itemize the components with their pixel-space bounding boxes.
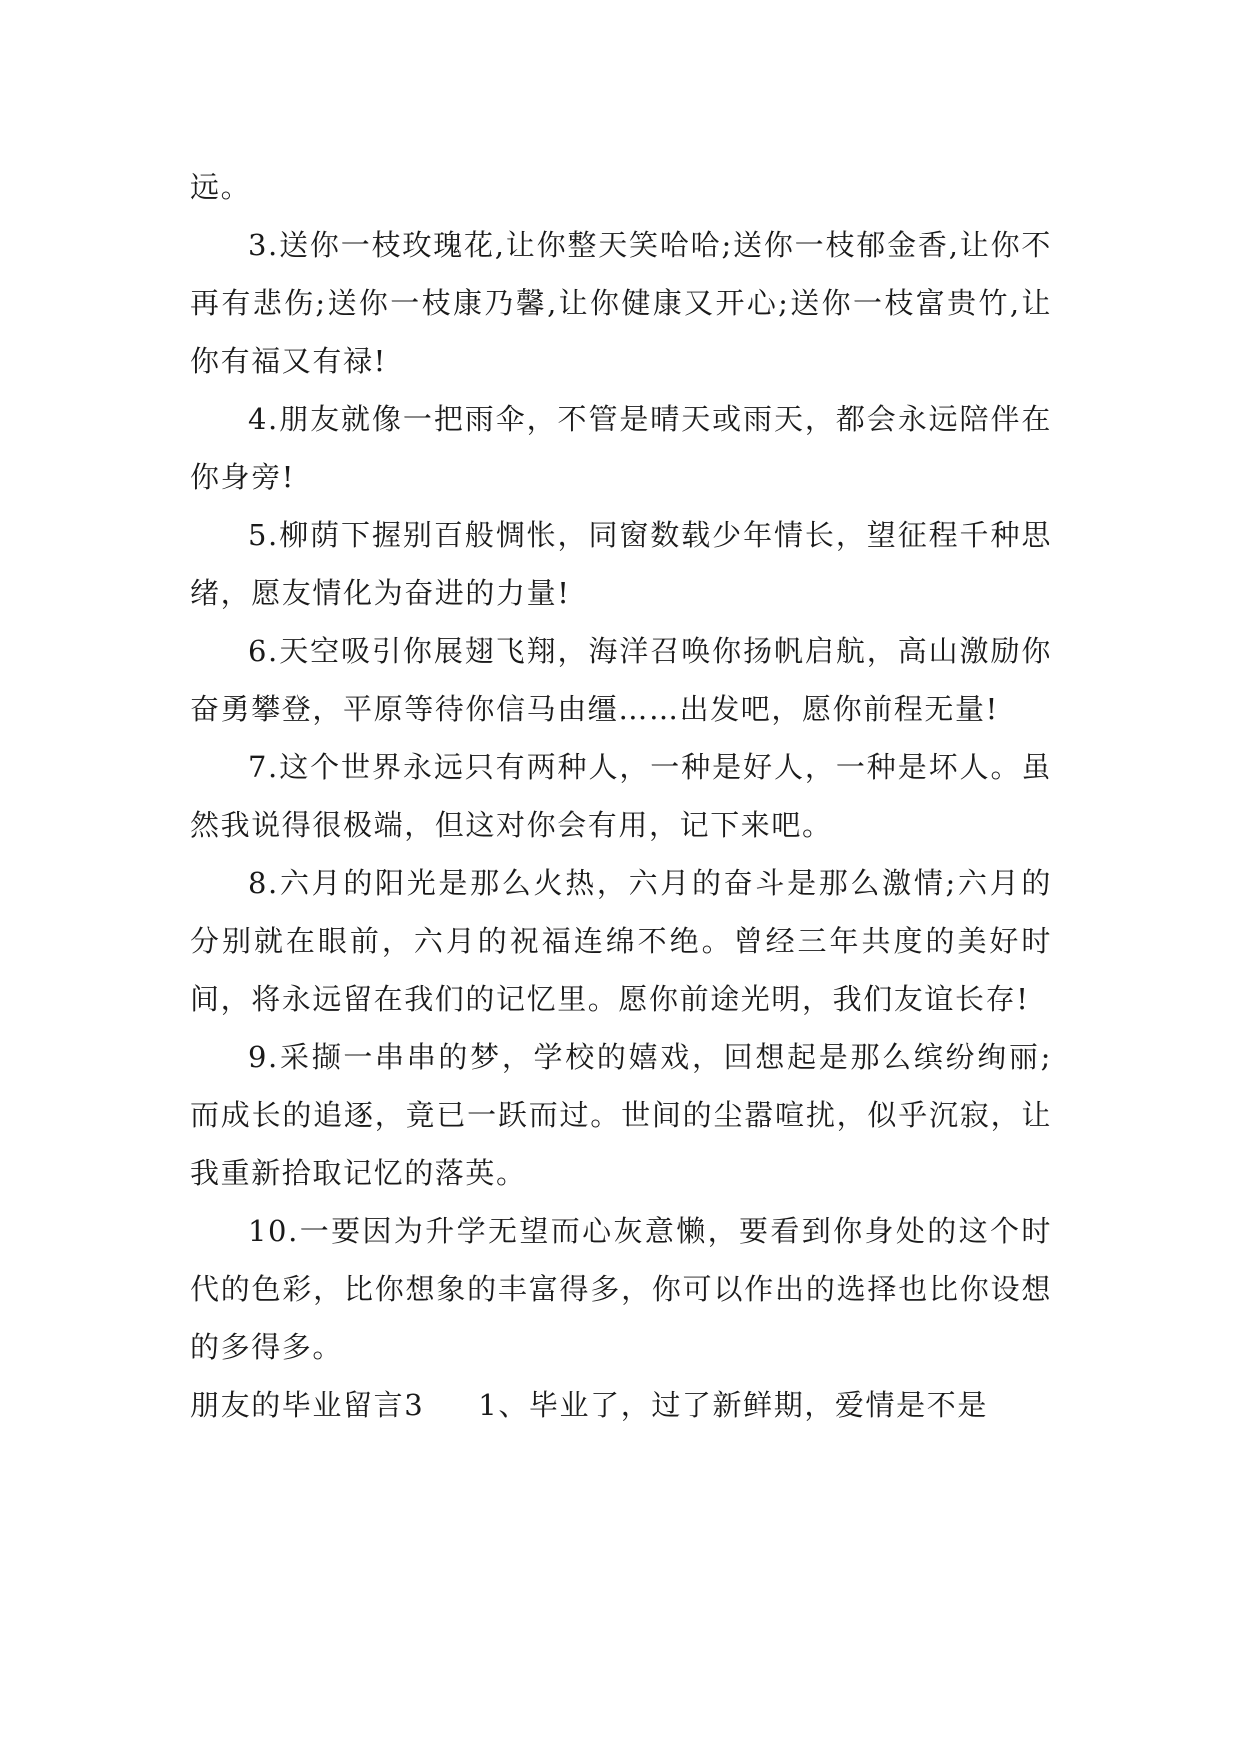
paragraph-item-5: 5.柳荫下握别百般惆怅，同窗数载少年情长，望征程千种思绪，愿友情化为奋进的力量! bbox=[190, 518, 1052, 610]
paragraph-item-6: 6.天空吸引你展翅飞翔，海洋召唤你扬帆启航，高山激励你奋勇攀登，平原等待你信马由缰……出发吧，愿你前程无量! bbox=[190, 634, 1052, 726]
paragraph-item-8: 8.六月的阳光是那么火热，六月的奋斗是那么激情;六月的分别就在眼前，六月的祝福连绵不绝。曾经三年共度的美好时间，将永远留在我们的记忆里。愿你前途光明，我们友谊长存! bbox=[190, 866, 1052, 1016]
paragraph-item-3: 3.送你一枝玫瑰花,让你整天笑哈哈;送你一枝郁金香,让你不再有悲伤;送你一枝康乃馨,让你健康又开心;送你一枝富贵竹,让你有福又有禄! bbox=[190, 228, 1052, 378]
paragraph-fragment: 远。 bbox=[190, 170, 252, 204]
paragraph-item-9: 9.采撷一串串的梦，学校的嬉戏，回想起是那么缤纷绚丽;而成长的追逐，竟已一跃而过。世间的尘嚣喧扰，似乎沉寂，让我重新拾取记忆的落英。 bbox=[190, 1040, 1052, 1190]
paragraph-item-7: 7.这个世界永远只有两种人，一种是好人，一种是坏人。虽然我说得很极端，但这对你会有用，记下来吧。 bbox=[190, 750, 1052, 842]
section-heading-line bbox=[190, 1376, 1052, 1434]
paragraph-item-10: 10.一要因为升学无望而心灰意懒，要看到你身处的这个时代的色彩，比你想象的丰富得多，你可以作出的选择也比你设想的多得多。 bbox=[190, 1214, 1052, 1364]
paragraph-item-4: 4.朋友就像一把雨伞，不管是晴天或雨天，都会永远陪伴在你身旁! bbox=[190, 402, 1052, 494]
section-heading: 朋友的毕业留言3 bbox=[190, 1388, 425, 1422]
section-first-line: 1、毕业了，过了新鲜期，爱情是不是 bbox=[478, 1388, 988, 1422]
document-body bbox=[190, 158, 1052, 1434]
